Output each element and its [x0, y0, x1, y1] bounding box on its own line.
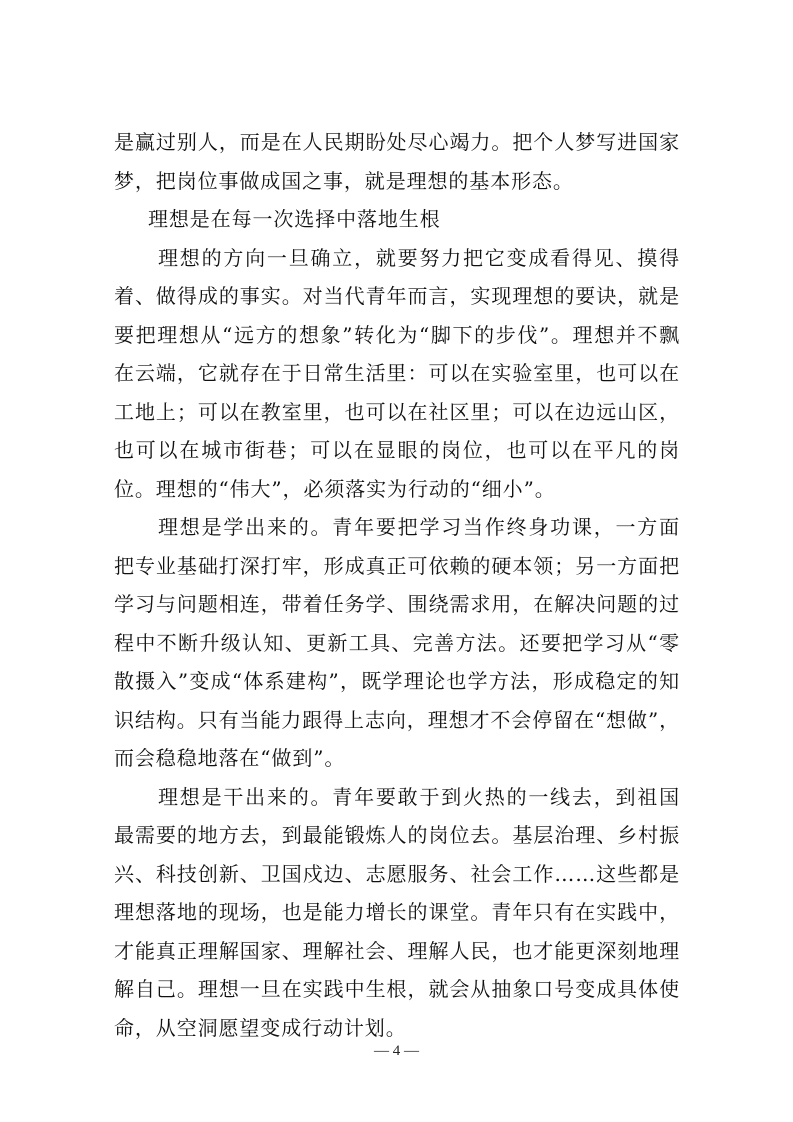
paragraph-continuation: 是赢过别人，而是在人民期盼处尽心竭力。把个人梦写进国家梦，把岗位事做成国之事，就是理想的基本形态。 [114, 130, 680, 193]
section-heading: 理想是在每一次选择中落地生根 [148, 207, 441, 231]
body-text [114, 123, 680, 1047]
page-number: — 4 — [374, 1043, 419, 1059]
paragraph: 理想是干出来的。青年要敢于到火热的一线去，到祖国最需要的地方去，到最能锻炼人的岗位去。基层治理、乡村振兴、科技创新、卫国戍边、志愿服务、社会工作……这些都是理想落地的现场，也是能力增长的课堂。青年只有在实践中，才能真正理解国家、理解社会、理解人民，也才能更深刻地理解自己。理想一旦在实践中生根，就会从抽象口号变成具体使命，从空洞愿望变成行动计划。 [114, 784, 680, 1040]
paragraph: 理想是学出来的。青年要把学习当作终身功课，一方面把专业基础打深打牢，形成真正可依赖的硬本领；另一方面把学习与问题相连，带着任务学、围绕需求用，在解决问题的过程中不断升级认知、更新工具、完善方法。还要把学习从“零散摄入”变成“体系建构”，既学理论也学方法，形成稳定的知识结构。只有当能力跟得上志向，理想才不会停留在“想做”，而会稳稳地落在“做到”。 [114, 515, 680, 770]
paragraph: 理想的方向一旦确立，就要努力把它变成看得见、摸得着、做得成的事实。对当代青年而言，实现理想的要诀，就是要把理想从“远方的想象”转化为“脚下的步伐”。理想并不飘在云端，它就存在于日常生活里：可以在实验室里，也可以在工地上；可以在教室里，也可以在社区里；可以在边远山区，也可以在城市街巷；可以在显眼的岗位，也可以在平凡的岗位。理想的“伟大”，必须落实为行动的“细小”。 [114, 245, 680, 501]
